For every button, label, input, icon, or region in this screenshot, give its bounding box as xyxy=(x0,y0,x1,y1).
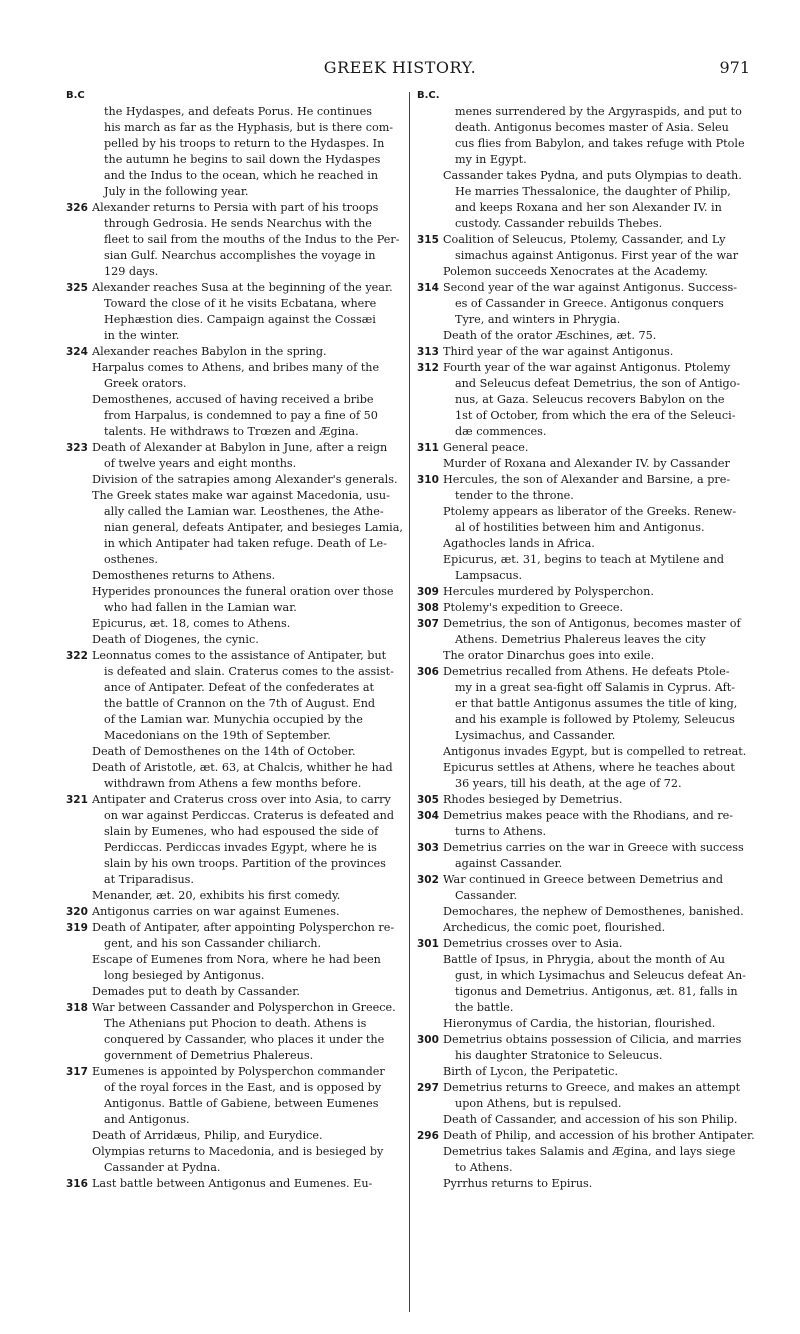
right-column xyxy=(417,88,757,1192)
text-line: custody. Cassander rebuilds Thebes. xyxy=(455,217,663,230)
year-entry xyxy=(417,1032,757,1064)
year-entry xyxy=(417,440,757,456)
sub-entry xyxy=(443,456,757,472)
text-line: Cassander at Pydna. xyxy=(104,1161,221,1174)
text-line: Demetrius makes peace with the Rhodians, and re- xyxy=(443,809,734,822)
sub-entry xyxy=(443,952,757,1016)
text-line: Antigonus. Battle of Gabiene, between Eumenes xyxy=(104,1097,379,1110)
year-entry xyxy=(417,1080,757,1112)
text-line: gent, and his son Cassander chiliarch. xyxy=(104,937,322,950)
page-header xyxy=(0,58,800,82)
text-line: gust, in which Lysimachus and Seleucus defeat An- xyxy=(455,969,746,982)
text-line: Demetrius takes Salamis and Ægina, and lays siege xyxy=(443,1145,736,1158)
text-line: death. Antigonus becomes master of Asia. Seleu xyxy=(455,121,729,134)
bc-label: B.C xyxy=(66,90,85,101)
text-line: 36 years, till his death, at the age of 72. xyxy=(455,777,682,790)
entry-text xyxy=(443,1080,757,1112)
text-line: Death of Diogenes, the cynic. xyxy=(92,633,259,646)
text-line: Demosthenes returns to Athens. xyxy=(92,569,276,582)
entry-text xyxy=(443,344,757,360)
entry-text xyxy=(443,584,757,600)
text-line: Second year of the war against Antigonus. Success- xyxy=(443,281,738,294)
bc-label: B.C. xyxy=(417,90,440,101)
text-line: Demetrius carries on the war in Greece with success xyxy=(443,841,744,854)
text-line: Demochares, the nephew of Demosthenes, banished. xyxy=(443,905,744,918)
sub-entry xyxy=(92,616,408,632)
text-line: Harpalus comes to Athens, and bribes many of the xyxy=(92,361,380,374)
text-line: and Antigonus. xyxy=(104,1113,190,1126)
text-line: Demetrius recalled from Athens. He defeats Ptole- xyxy=(443,665,730,678)
text-line: Hieronymus of Cardia, the historian, flourished. xyxy=(443,1017,716,1030)
year-label: 301 xyxy=(417,938,439,950)
year-label: 319 xyxy=(66,922,88,934)
text-line: and keeps Roxana and her son Alexander IV. in xyxy=(455,201,722,214)
year-entry xyxy=(417,792,757,808)
sub-entry xyxy=(92,632,408,648)
sub-entry xyxy=(443,744,757,760)
entry-text xyxy=(443,440,757,456)
year-entry xyxy=(417,840,757,872)
text-line: Demetrius, the son of Antigonus, becomes master of xyxy=(443,617,741,630)
sub-entry xyxy=(92,392,408,440)
text-line: government of Demetrius Phalereus. xyxy=(104,1049,314,1062)
text-line: Alexander reaches Babylon in the spring. xyxy=(92,345,327,358)
entry-text xyxy=(443,616,757,648)
text-line: and the Indus to the ocean, which he reached in xyxy=(104,169,379,182)
text-line: from Harpalus, is condemned to pay a fine of 50 xyxy=(104,409,378,422)
text-line: Death of Demosthenes on the 14th of October. xyxy=(92,745,356,758)
text-line: Birth of Lycon, the Peripatetic. xyxy=(443,1065,619,1078)
text-line: tender to the throne. xyxy=(455,489,574,502)
continued-entry xyxy=(443,104,757,168)
entry-text xyxy=(92,1000,408,1064)
year-label: 310 xyxy=(417,474,439,486)
text-line: slain by Eumenes, who had espoused the side of xyxy=(104,825,379,838)
year-label: 311 xyxy=(417,442,439,454)
text-line: Demetrius returns to Greece, and makes an attempt xyxy=(443,1081,741,1094)
sub-entry xyxy=(92,360,408,392)
year-label: 316 xyxy=(66,1178,88,1190)
text-line: The Greek states make war against Macedonia, usu- xyxy=(92,489,390,502)
year-label: 307 xyxy=(417,618,439,630)
year-label: 309 xyxy=(417,586,439,598)
entry-text xyxy=(443,664,757,744)
text-line: in which Antipater had taken refuge. Death of Le- xyxy=(104,537,387,550)
year-label: 306 xyxy=(417,666,439,678)
text-line: his march as far as the Hyphasis, but is there com- xyxy=(104,121,394,134)
entry-text xyxy=(92,792,408,888)
sub-entry xyxy=(92,1144,408,1176)
text-line: Pyrrhus returns to Epirus. xyxy=(443,1177,593,1190)
year-entry xyxy=(417,344,757,360)
year-label: 322 xyxy=(66,650,88,662)
text-line: Fourth year of the war against Antigonus. Ptolemy xyxy=(443,361,731,374)
sub-entry xyxy=(443,536,757,552)
text-line: al of hostilities between him and Antigonus. xyxy=(455,521,705,534)
year-label: 313 xyxy=(417,346,439,358)
entry-text xyxy=(443,1128,757,1144)
entry-text xyxy=(92,1064,408,1128)
text-line: his daughter Stratonice to Seleucus. xyxy=(455,1049,663,1062)
text-line: Ptolemy appears as liberator of the Greeks. Renew- xyxy=(443,505,737,518)
entry-text xyxy=(92,344,408,360)
text-line: fleet to sail from the mouths of the Indus to the Per- xyxy=(104,233,400,246)
sub-entry xyxy=(443,1064,757,1080)
continued-entry xyxy=(92,104,408,200)
sub-entry xyxy=(443,1144,757,1176)
text-line: Alexander returns to Persia with part of his troops xyxy=(92,201,379,214)
text-line: nian general, defeats Antipater, and besieges Lamia, xyxy=(104,521,403,534)
running-title: GREEK HISTORY. xyxy=(323,58,477,77)
text-line: Rhodes besieged by Demetrius. xyxy=(443,793,623,806)
sub-entry xyxy=(92,760,408,792)
text-line: Epicurus, æt. 18, comes to Athens. xyxy=(92,617,291,630)
text-line: Cassander. xyxy=(455,889,518,902)
year-label: 323 xyxy=(66,442,88,454)
text-line: Death of Antipater, after appointing Polysperchon re- xyxy=(92,921,395,934)
column-divider xyxy=(409,92,410,1312)
sub-entry xyxy=(92,888,408,904)
year-entry xyxy=(66,200,408,280)
text-line: Polemon succeeds Xenocrates at the Academy. xyxy=(443,265,708,278)
sub-entry xyxy=(443,168,757,232)
entry-text xyxy=(443,792,757,808)
sub-entry xyxy=(443,504,757,536)
text-line: Death of Alexander at Babylon in June, after a reign xyxy=(92,441,388,454)
year-label: 300 xyxy=(417,1034,439,1046)
year-entry xyxy=(417,472,757,504)
text-line: Alexander reaches Susa at the beginning of the year. xyxy=(92,281,393,294)
sub-entry xyxy=(443,1176,757,1192)
year-label: 317 xyxy=(66,1066,88,1078)
text-line: Death of Philip, and accession of his brother Antipater. xyxy=(443,1129,755,1142)
text-line: War between Cassander and Polysperchon in Greece. xyxy=(92,1001,396,1014)
year-label: 302 xyxy=(417,874,439,886)
year-entry xyxy=(417,936,757,952)
text-line: Hyperides pronounces the funeral oration over those xyxy=(92,585,394,598)
text-line: Lampsacus. xyxy=(455,569,523,582)
sub-entry xyxy=(443,328,757,344)
text-line: is defeated and slain. Craterus comes to the assist- xyxy=(104,665,394,678)
entry-text xyxy=(443,840,757,872)
text-line: of the royal forces in the East, and is opposed by xyxy=(104,1081,382,1094)
text-line: Death of Arridæus, Philip, and Eurydice. xyxy=(92,1129,323,1142)
year-entry xyxy=(66,648,408,744)
sub-entry xyxy=(443,760,757,792)
text-line: He marries Thessalonice, the daughter of Philip, xyxy=(455,185,731,198)
text-line: Last battle between Antigonus and Eumenes. Eu- xyxy=(92,1177,373,1190)
text-line: er that battle Antigonus assumes the title of king, xyxy=(455,697,738,710)
year-entry xyxy=(66,904,408,920)
year-entry xyxy=(417,616,757,648)
text-line: turns to Athens. xyxy=(455,825,547,838)
year-entry xyxy=(66,1064,408,1128)
text-line: Antigonus carries on war against Eumenes. xyxy=(92,905,340,918)
text-line: Coalition of Seleucus, Ptolemy, Cassander, and Ly xyxy=(443,233,726,246)
text-line: through Gedrosia. He sends Nearchus with the xyxy=(104,217,372,230)
sub-entry xyxy=(92,984,408,1000)
year-label: 324 xyxy=(66,346,88,358)
year-entry xyxy=(66,440,408,472)
entry-text xyxy=(92,920,408,952)
sub-entry xyxy=(443,648,757,664)
text-line: long besieged by Antigonus. xyxy=(104,969,265,982)
year-label: 326 xyxy=(66,202,88,214)
text-line: Epicurus settles at Athens, where he teaches about xyxy=(443,761,735,774)
entry-text xyxy=(443,232,757,264)
entry-text xyxy=(92,200,408,280)
sub-entry xyxy=(92,952,408,984)
sub-entry xyxy=(92,568,408,584)
text-line: Antigonus invades Egypt, but is compelled to retreat. xyxy=(443,745,747,758)
text-line: cus flies from Babylon, and takes refuge with Ptole xyxy=(455,137,745,150)
sub-entry xyxy=(443,1112,757,1128)
text-line: and Seleucus defeat Demetrius, the son of Antigo- xyxy=(455,377,741,390)
entry-text xyxy=(92,904,408,920)
text-line: conquered by Cassander, who places it under the xyxy=(104,1033,385,1046)
text-line: withdrawn from Athens a few months before. xyxy=(104,777,362,790)
year-label: 325 xyxy=(66,282,88,294)
entry-text xyxy=(92,648,408,744)
year-entry xyxy=(417,584,757,600)
sub-entry xyxy=(443,904,757,920)
text-line: Greek orators. xyxy=(104,377,187,390)
text-line: against Cassander. xyxy=(455,857,563,870)
text-line: Hercules murdered by Polysperchon. xyxy=(443,585,654,598)
entry-text xyxy=(443,1032,757,1064)
text-line: osthenes. xyxy=(104,553,158,566)
text-line: Demosthenes, accused of having received a bribe xyxy=(92,393,374,406)
sub-entry xyxy=(443,552,757,584)
text-line: on war against Perdiccas. Craterus is defeated and xyxy=(104,809,395,822)
text-line: Battle of Ipsus, in Phrygia, about the month of Au xyxy=(443,953,725,966)
text-line: Escape of Eumenes from Nora, where he had been xyxy=(92,953,381,966)
text-line: Cassander takes Pydna, and puts Olympias to death. xyxy=(443,169,742,182)
text-line: who had fallen in the Lamian war. xyxy=(104,601,297,614)
year-entry xyxy=(417,664,757,744)
year-label: 305 xyxy=(417,794,439,806)
text-line: Demades put to death by Cassander. xyxy=(92,985,300,998)
sub-entry xyxy=(92,472,408,488)
year-label: 312 xyxy=(417,362,439,374)
text-line: pelled by his troops to return to the Hydaspes. In xyxy=(104,137,385,150)
year-label: 318 xyxy=(66,1002,88,1014)
text-line: Third year of the war against Antigonus. xyxy=(443,345,674,358)
text-line: Death of Aristotle, æt. 63, at Chalcis, whither he had xyxy=(92,761,393,774)
text-line: Eumenes is appointed by Polysperchon commander xyxy=(92,1065,385,1078)
year-entry xyxy=(66,1000,408,1064)
text-line: the autumn he begins to sail down the Hydaspes xyxy=(104,153,381,166)
entry-text xyxy=(92,440,408,472)
text-line: Macedonians on the 19th of September. xyxy=(104,729,331,742)
text-line: Leonnatus comes to the assistance of Antipater, but xyxy=(92,649,387,662)
text-line: Demetrius obtains possession of Cilicia, and marries xyxy=(443,1033,742,1046)
text-line: and his example is followed by Ptolemy, Seleucus xyxy=(455,713,735,726)
year-entry xyxy=(66,792,408,888)
text-line: upon Athens, but is repulsed. xyxy=(455,1097,622,1110)
left-column xyxy=(66,88,408,1192)
text-line: ance of Antipater. Defeat of the confederates at xyxy=(104,681,375,694)
text-line: Toward the close of it he visits Ecbatana, where xyxy=(104,297,377,310)
text-line: July in the following year. xyxy=(104,185,249,198)
text-line: Death of the orator Æschines, æt. 75. xyxy=(443,329,657,342)
text-line: sian Gulf. Nearchus accomplishes the voyage in xyxy=(104,249,376,262)
text-line: Epicurus, æt. 31, begins to teach at Mytilene and xyxy=(443,553,725,566)
sub-entry xyxy=(92,744,408,760)
entry-text xyxy=(443,472,757,504)
entry-text xyxy=(443,360,757,440)
text-line: slain by his own troops. Partition of the provinces xyxy=(104,857,386,870)
text-line: Hephæstion dies. Campaign against the Cossæi xyxy=(104,313,376,326)
text-line: Division of the satrapies among Alexander's generals. xyxy=(92,473,398,486)
year-entry xyxy=(66,920,408,952)
entry-text xyxy=(443,280,757,328)
sub-entry xyxy=(443,264,757,280)
text-line: Lysimachus, and Cassander. xyxy=(455,729,616,742)
text-line: menes surrendered by the Argyraspids, and put to xyxy=(455,105,742,118)
text-line: General peace. xyxy=(443,441,529,454)
text-line: Menander, æt. 20, exhibits his first comedy. xyxy=(92,889,341,902)
year-label: 296 xyxy=(417,1130,439,1142)
year-entry xyxy=(417,808,757,840)
text-line: tigonus and Demetrius. Antigonus, æt. 81, falls in xyxy=(455,985,738,998)
sub-entry xyxy=(92,1128,408,1144)
sub-entry xyxy=(92,488,408,568)
text-line: Olympias returns to Macedonia, and is besieged by xyxy=(92,1145,384,1158)
entry-text xyxy=(92,280,408,344)
text-line: talents. He withdraws to Trœzen and Ægina. xyxy=(104,425,359,438)
text-line: Agathocles lands in Africa. xyxy=(443,537,595,550)
text-line: the battle of Crannon on the 7th of August. End xyxy=(104,697,376,710)
year-label: 320 xyxy=(66,906,88,918)
text-line: ally called the Lamian war. Leosthenes, the Athe- xyxy=(104,505,384,518)
text-line: 129 days. xyxy=(104,265,159,278)
entry-text xyxy=(443,808,757,840)
text-line: Hercules, the son of Alexander and Barsine, a pre- xyxy=(443,473,731,486)
year-label: 308 xyxy=(417,602,439,614)
text-line: in the winter. xyxy=(104,329,180,342)
year-entry xyxy=(66,280,408,344)
text-line: my in Egypt. xyxy=(455,153,527,166)
text-line: my in a great sea-fight off Salamis in Cyprus. Aft- xyxy=(455,681,735,694)
text-line: The orator Dinarchus goes into exile. xyxy=(443,649,655,662)
text-line: War continued in Greece between Demetrius and xyxy=(443,873,724,886)
year-entry xyxy=(417,280,757,328)
year-entry xyxy=(66,344,408,360)
sub-entry xyxy=(92,584,408,616)
year-entry xyxy=(66,1176,408,1192)
text-line: the Hydaspes, and defeats Porus. He continues xyxy=(104,105,372,118)
text-line: Perdiccas. Perdiccas invades Egypt, where he is xyxy=(104,841,377,854)
text-line: of the Lamian war. Munychia occupied by the xyxy=(104,713,363,726)
entry-text xyxy=(443,600,757,616)
sub-entry xyxy=(443,920,757,936)
text-line: 1st of October, from which the era of the Seleuci- xyxy=(455,409,736,422)
year-label: 304 xyxy=(417,810,439,822)
text-line: Antipater and Craterus cross over into Asia, to carry xyxy=(92,793,391,806)
year-label: 315 xyxy=(417,234,439,246)
text-line: to Athens. xyxy=(455,1161,513,1174)
text-line: Ptolemy's expedition to Greece. xyxy=(443,601,624,614)
text-line: The Athenians put Phocion to death. Athens is xyxy=(104,1017,367,1030)
text-line: of twelve years and eight months. xyxy=(104,457,297,470)
year-label: 321 xyxy=(66,794,88,806)
text-line: simachus against Antigonus. First year of the war xyxy=(455,249,739,262)
text-line: Tyre, and winters in Phrygia. xyxy=(455,313,621,326)
entry-text xyxy=(443,936,757,952)
text-line: nus, at Gaza. Seleucus recovers Babylon on the xyxy=(455,393,725,406)
entry-text xyxy=(443,872,757,904)
entry-text xyxy=(92,1176,408,1192)
year-entry xyxy=(417,232,757,264)
year-entry xyxy=(417,1128,757,1144)
year-label: 314 xyxy=(417,282,439,294)
text-line: es of Cassander in Greece. Antigonus conquers xyxy=(455,297,724,310)
sub-entry xyxy=(443,1016,757,1032)
text-line: Murder of Roxana and Alexander IV. by Cassander xyxy=(443,457,730,470)
year-label: 303 xyxy=(417,842,439,854)
text-line: dæ commences. xyxy=(455,425,547,438)
text-line: at Triparadisus. xyxy=(104,873,194,886)
year-entry xyxy=(417,872,757,904)
text-line: the battle. xyxy=(455,1001,514,1014)
text-line: Death of Cassander, and accession of his son Philip. xyxy=(443,1113,738,1126)
text-line: Archedicus, the comic poet, flourished. xyxy=(443,921,666,934)
text-line: Demetrius crosses over to Asia. xyxy=(443,937,623,950)
year-label: 297 xyxy=(417,1082,439,1094)
text-line: Athens. Demetrius Phalereus leaves the city xyxy=(455,633,706,646)
year-entry xyxy=(417,600,757,616)
page-number: 971 xyxy=(719,58,750,77)
year-entry xyxy=(417,360,757,440)
